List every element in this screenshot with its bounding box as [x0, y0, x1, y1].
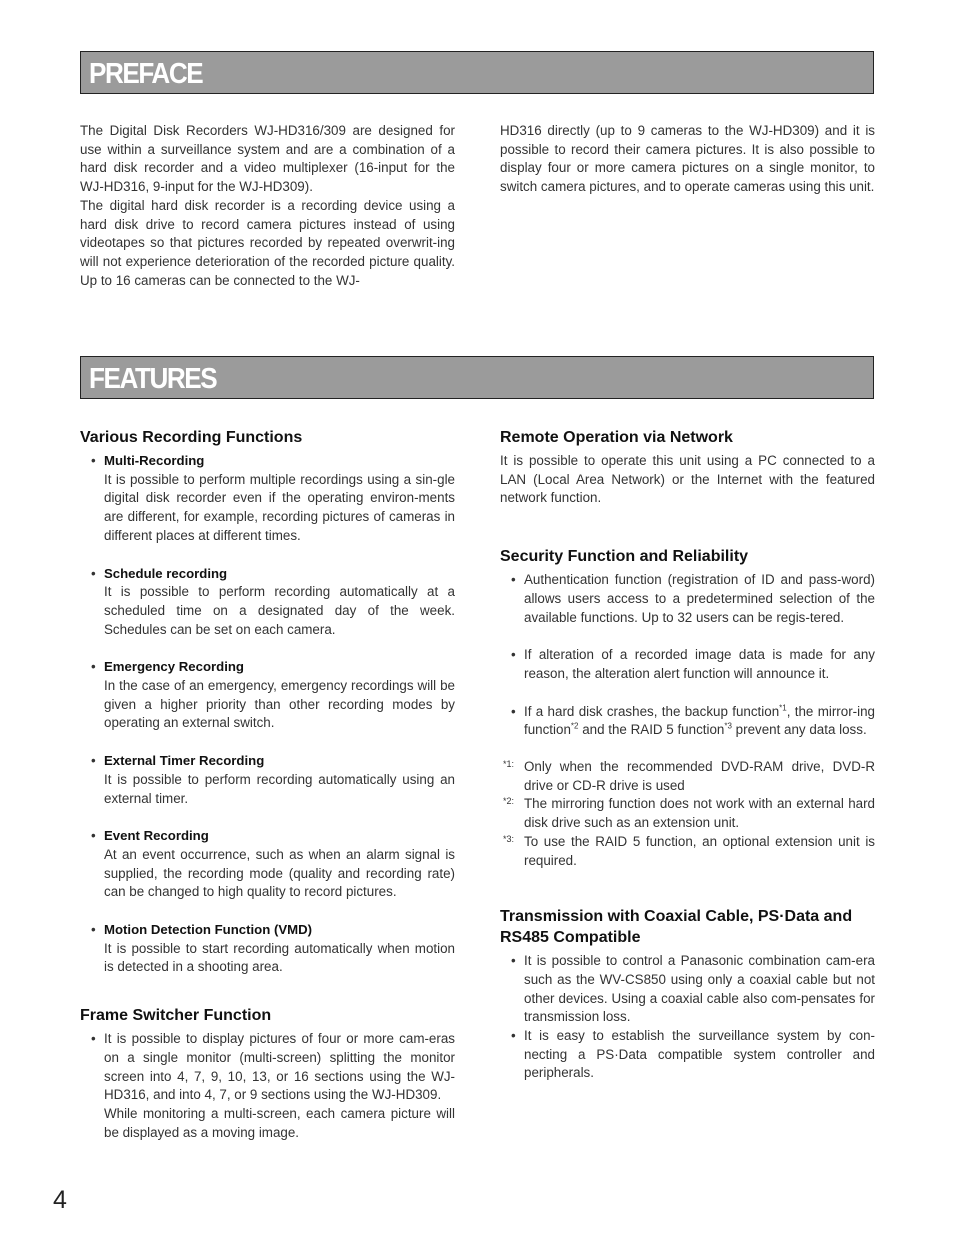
text-fragment: , the mirror-ing function: [524, 703, 875, 738]
footnote: *2: The mirroring function does not work with an external hard disk drive such as an extension unit.: [500, 795, 875, 832]
bullet-item: • Authentication function (registration of ID and pass-word) allows users access to a predetermined selection of the available functions. Up to 32 users can be regis-tered.: [500, 571, 875, 627]
bullet-title: Schedule recording: [104, 565, 228, 581]
footnote-text: To use the RAID 5 function, an optional extension unit is required.: [524, 833, 875, 868]
bullet-item: • Motion Detection Function (VMD) It is possible to start recording automatically when motion is detected in a shooting area.: [80, 921, 455, 977]
footnote-ref: *2: [570, 721, 579, 731]
security-bullet-1: Authentication function (registration of ID and pass-word) allows users access to a predetermined selection of the available functions. Up to 32 users can be regis-tered.: [524, 572, 875, 625]
bullet-text: At an event occurrence, such as when an alarm signal is supplied, the recording mode (quality and recording rate) can be changed to high quality to record pictures.: [104, 846, 455, 900]
footnote: *3: To use the RAID 5 function, an optional extension unit is required.: [500, 833, 875, 870]
frame-text-2: While monitoring a multi-screen, each camera picture will be displayed as a moving image.: [104, 1105, 455, 1140]
bullet-item: • Multi-Recording It is possible to perform multiple recordings using a sin-gle digital disk recorder even if the operating environ-ments are different, for example, recording pictures of cameras in different places at different times.: [80, 452, 455, 546]
preface-title: PREFACE: [89, 58, 203, 90]
bullet-item: • If alteration of a recorded image data is made for any reason, the alteration alert function will announce it.: [500, 646, 875, 683]
bullet-item: • Event Recording At an event occurrence, such as when an alarm signal is supplied, the recording mode (quality and recording rate) can be changed to high quality to record pictures.: [80, 827, 455, 902]
remote-heading: Remote Operation via Network: [500, 429, 733, 446]
bullet-title: Event Recording: [104, 828, 209, 844]
remote-text: It is possible to operate this unit using a PC connected to a LAN (Local Area Network) or the Internet with the featured network function.: [500, 453, 875, 506]
frame-heading: Frame Switcher Function: [80, 1007, 272, 1025]
bullet-item: • External Timer Recording It is possible to perform recording automatically using an external timer.: [80, 752, 455, 808]
recording-heading: Various Recording Functions: [80, 429, 303, 446]
footnote-ref: *1: [779, 703, 787, 713]
footnote-text: Only when the recommended DVD-RAM drive, DVD-R drive or CD-R drive is used: [524, 759, 875, 793]
bullet-item: • It is possible to control a Panasonic combination cam-era such as the WV-CS850 using only a coaxial cable but not other devices. Using a coaxial cable also com-pensates for transmission loss.: [500, 952, 875, 1027]
footnote-mark: *1: [503, 759, 512, 770]
text-fragment: prevent any data loss.: [731, 722, 867, 738]
features-right-column: [500, 427, 875, 1083]
security-bullet-3: [524, 703, 875, 740]
bullet-title: External Timer Recording: [104, 753, 265, 769]
features-title: FEATURES: [89, 363, 217, 395]
preface-paragraph-2: The digital hard disk recorder is a recording device using a hard disk drive to record camera pictures instead of using videotapes so that pictures recorded by repeated overwrit-ing will not experience deterioration of the recorded picture quality. Up to 16 cameras can be connected to the WJ-: [80, 197, 455, 288]
bullet-text: It is possible to perform multiple recordings using a sin-gle digital disk recorder even if the operating environ-ments are different, for example, recording pictures of cameras in different places at different times.: [104, 471, 455, 543]
bullet-item: • Emergency Recording In the case of an emergency, emergency recordings will be given a higher priority than other recording modes by operating an external switch.: [80, 658, 455, 733]
preface-banner: [80, 51, 874, 94]
security-bullet-2: If alteration of a recorded image data is made for any reason, the alteration alert function will announce it.: [524, 647, 875, 681]
bullet-text: It is possible to perform recording automatically at a scheduled time on a designated day of the week. Schedules can be set on each camera.: [104, 584, 455, 637]
frame-text-1: It is possible to display pictures of four or more cam-eras on a single monitor (multi-screen) splitting the monitor screen into 4, 7, 9, 10, 13, or 16 sections using the WJ-HD316, and into 4, 7, or 9 sections using the WJ-HD309.: [104, 1031, 455, 1103]
bullet-text: It is possible to start recording automatically when motion is detected in a shooting area.: [104, 940, 455, 975]
bullet-title: Emergency Recording: [104, 659, 244, 675]
bullet-text: In the case of an emergency, emergency recordings will be given a higher priority than other recording modes by operating an external switch.: [104, 678, 455, 731]
preface-paragraph-3: HD316 directly (up to 9 cameras to the WJ-HD309) and it is possible to record their camera pictures. It is also possible to display four or more camera pictures on a single monitor, to switch camera pictures, and to operate cameras using this unit.: [500, 123, 875, 195]
preface-left-column: [80, 122, 455, 290]
bullet-text: It is possible to perform recording automatically using an external timer.: [104, 771, 455, 806]
bullet-item: • If a hard disk crashes, the backup function$^{*1}$, the mirror-ing function$^{*2}$ and the RAID 5 function$^{*3}$ prevent any data loss.: [500, 703, 875, 740]
bullet-title: Motion Detection Function (VMD): [104, 922, 313, 938]
bullet-item: • Schedule recording It is possible to perform recording automatically at a scheduled time on a designated day of the week. Schedules can be set on each camera.: [80, 565, 455, 640]
footnote-mark: *2: [503, 796, 512, 807]
security-heading: Security Function and Reliability: [500, 548, 749, 566]
bullet-title: Multi-Recording: [104, 453, 205, 468]
footnote-text: The mirroring function does not work with an external hard disk drive such as an extension unit.: [524, 796, 875, 831]
footnote-mark: *3: [503, 833, 512, 844]
features-banner: [80, 356, 874, 399]
bullet-item: • It is possible to display pictures of four or more cam-eras on a single monitor (multi-screen) splitting the monitor screen into 4, 7, 9, 10, 13, or 16 sections using the WJ-HD316, and into 4, 7, or 9 sections using the WJ-HD309. While monitoring a multi-screen, each camera picture will be displayed as a moving image.: [80, 1030, 455, 1142]
preface-right-column: [500, 122, 875, 197]
footnote-ref: *3: [724, 721, 732, 731]
text-fragment: and the RAID 5 function: [578, 722, 725, 738]
preface-paragraph-1: The Digital Disk Recorders WJ-HD316/309 are designed for use within a surveillance system and are a combination of a hard disk recorder and a video multiplexer (16-input for the WJ-HD316, 9-input for the WJ-HD309).: [80, 123, 455, 195]
text-fragment: If a hard disk crashes, the backup function: [524, 703, 780, 719]
page-number: 4: [53, 1186, 67, 1214]
transmission-heading: Transmission with Coaxial Cable, PS·Data and RS485 Compatible: [500, 908, 853, 947]
footnote: *1: Only when the recommended DVD-RAM drive, DVD-R drive or CD-R drive is used: [500, 758, 875, 795]
transmission-bullet-1: It is possible to control a Panasonic combination cam-era such as the WV-CS850 using only a coaxial cable but not other devices. Using a coaxial cable also com-pensates for transmission loss.: [524, 953, 875, 1025]
bullet-item: • It is easy to establish the surveillance system by con-necting a PS·Data compatible system controller and peripherals.: [500, 1027, 875, 1083]
transmission-bullet-2: It is easy to establish the surveillance system by con-necting a PS·Data compatible system controller and peripherals.: [524, 1028, 875, 1081]
features-left-column: [80, 427, 455, 1142]
